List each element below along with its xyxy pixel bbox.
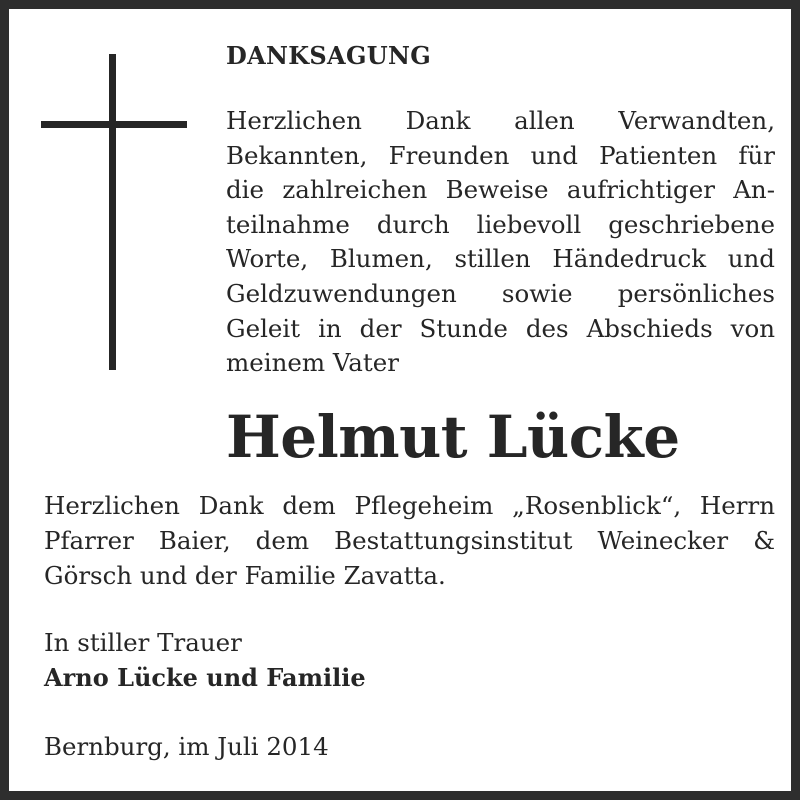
cross-vertical-bar bbox=[109, 54, 116, 370]
thanks-line: Pfarrer Baier, dem Bestattungsinstitut Weinecker & bbox=[44, 526, 775, 555]
signature: Arno Lücke und Familie bbox=[44, 663, 366, 692]
intro-line: Worte, Blumen, stillen Händedruck und bbox=[226, 244, 775, 274]
intro-line: Geldzuwendungen sowie persönliches bbox=[226, 278, 775, 308]
intro-line: Herzlichen Dank allen Verwandten, bbox=[226, 106, 775, 135]
intro-line: Geleit in der Stunde des Abschieds von bbox=[226, 313, 775, 343]
deceased-name: Helmut Lücke bbox=[226, 403, 680, 471]
cross-horizontal-bar bbox=[41, 121, 187, 128]
intro-line: meinem Vater bbox=[226, 348, 399, 378]
intro-line: Bekannten, Freunden und Patienten für bbox=[226, 140, 775, 170]
intro-line: die zahlreichen Beweise aufrichtiger An- bbox=[226, 175, 775, 205]
thanks-line: Herzlichen Dank dem Pflegeheim „Rosenblick“, Herrn bbox=[44, 491, 775, 520]
intro-text bbox=[226, 104, 775, 381]
mourning-label: In stiller Trauer bbox=[44, 628, 242, 657]
notice-heading: DANKSAGUNG bbox=[226, 41, 432, 70]
place-date: Bernburg, im Juli 2014 bbox=[44, 732, 329, 761]
intro-line: teilnahme durch liebevoll geschriebene bbox=[226, 209, 775, 239]
thanks-line: Görsch und der Familie Zavatta. bbox=[44, 561, 446, 590]
thanks-text bbox=[44, 488, 775, 593]
